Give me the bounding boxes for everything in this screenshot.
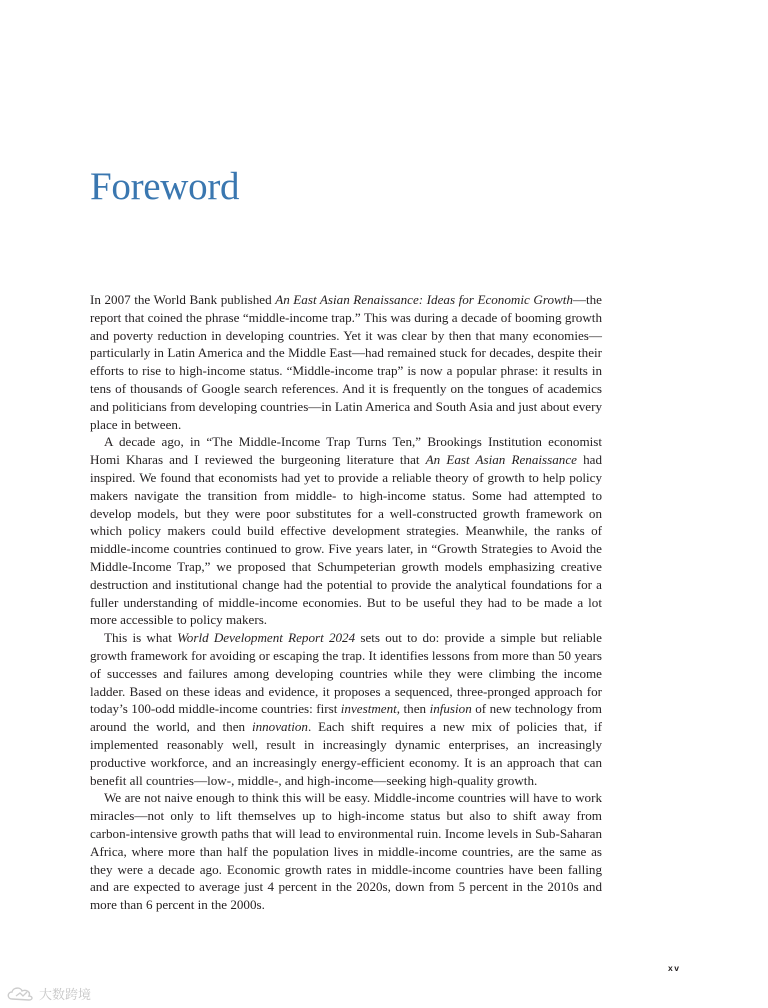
page-title: Foreword bbox=[90, 165, 240, 208]
italic-title-text: An East Asian Renaissance bbox=[425, 452, 577, 468]
text-run: We are not naive enough to think this will be easy. Middle-income countries will have to work miracles—not only to lift themselves up to high-income status but also to shift away from carbon-intensive growth paths that will lead to environmental ruin. Income levels in Sub-Saharan Africa, where more than half the population lives in middle-income countries, are the same as they were a decade ago. Economic growth rates in middle-income countries have been falling and are expected to average just 4 percent in the 2020s, down from 5 percent in the 2010s and more than 6 percent in the 2000s. bbox=[90, 790, 602, 913]
text-run: , then bbox=[396, 701, 430, 717]
paragraph-1 bbox=[90, 291, 602, 433]
italic-title-text: investment bbox=[340, 701, 397, 717]
paragraph-2 bbox=[90, 433, 602, 629]
italic-title-text: An East Asian Renaissance: Ideas for Economic Growth bbox=[275, 292, 573, 307]
italic-title-text: World Development Report 2024 bbox=[177, 630, 356, 646]
italic-title-text: infusion bbox=[429, 701, 472, 717]
text-run: of new technology from around the world, and then bbox=[90, 701, 602, 735]
text-run: —the report that coined the phrase “middle-income trap.” This was during a decade of booming growth and poverty reduction in developing countries. Yet it was clear by then that many economies—particularly in Latin America and the Middle East—had remained stuck for decades, despite their efforts to rise to high-income status. “Middle-income trap” is now a popular phrase: it results in tens of thousands of Google search references. And it is frequently on the tongues of academics and politicians from developing countries—in Latin America and South Asia and just about every place in between. bbox=[90, 292, 602, 432]
paragraph-4 bbox=[90, 789, 602, 914]
text-run: had inspired. We found that economists had yet to provide a reliable theory of growth to help policy makers navigate the transition from middle- to high-income status. Some had attempted to develop models, but they were poor substitutes for a well-constructed growth framework on which policy makers could build effective development strategies. Meanwhile, the ranks of middle-income countries continued to grow. Five years later, in “Growth Strategies to Avoid the Middle-Income Trap,” we proposed that Schumpeterian growth models emphasizing creative destruction and institutional change had the potential to provide the analytical foundations for a fuller understanding of middle-income economies. But to be useful they had to be made a lot more accessible to policy makers. bbox=[90, 452, 602, 628]
text-run: A decade ago, in “The Middle-Income Trap Turns Ten,” Brookings Institution economist Homi Kharas and I reviewed the burgeoning literature that bbox=[90, 434, 602, 468]
italic-title-text: innovation bbox=[251, 719, 308, 735]
foreword-body bbox=[90, 291, 602, 914]
text-run: This is what bbox=[104, 630, 178, 646]
watermark bbox=[6, 984, 91, 1003]
paragraph-3 bbox=[90, 629, 602, 789]
text-run: In 2007 the World Bank published bbox=[90, 292, 276, 307]
watermark-text: 大数跨境 bbox=[39, 988, 92, 1003]
text-run: sets out to do: provide a simple but reliable growth framework for avoiding or escaping the trap. It identifies lessons from more than 50 years of successes and failures among developing countries while they were climbing the income ladder. Based on these ideas and evidence, it proposes a sequenced, three-pronged approach for today’s 100-odd middle-income countries: first bbox=[90, 630, 602, 717]
cloud-logo-icon bbox=[6, 986, 36, 1002]
text-run: . Each shift requires a new mix of policies that, if implemented reasonably well, result in increasingly dynamic enterprises, an increasingly productive workforce, and an increasingly energy-efficient economy. It is an approach that can benefit all countries—low-, middle-, and high-income—seeking high-quality growth. bbox=[90, 719, 602, 788]
page-number: xv bbox=[668, 963, 681, 973]
